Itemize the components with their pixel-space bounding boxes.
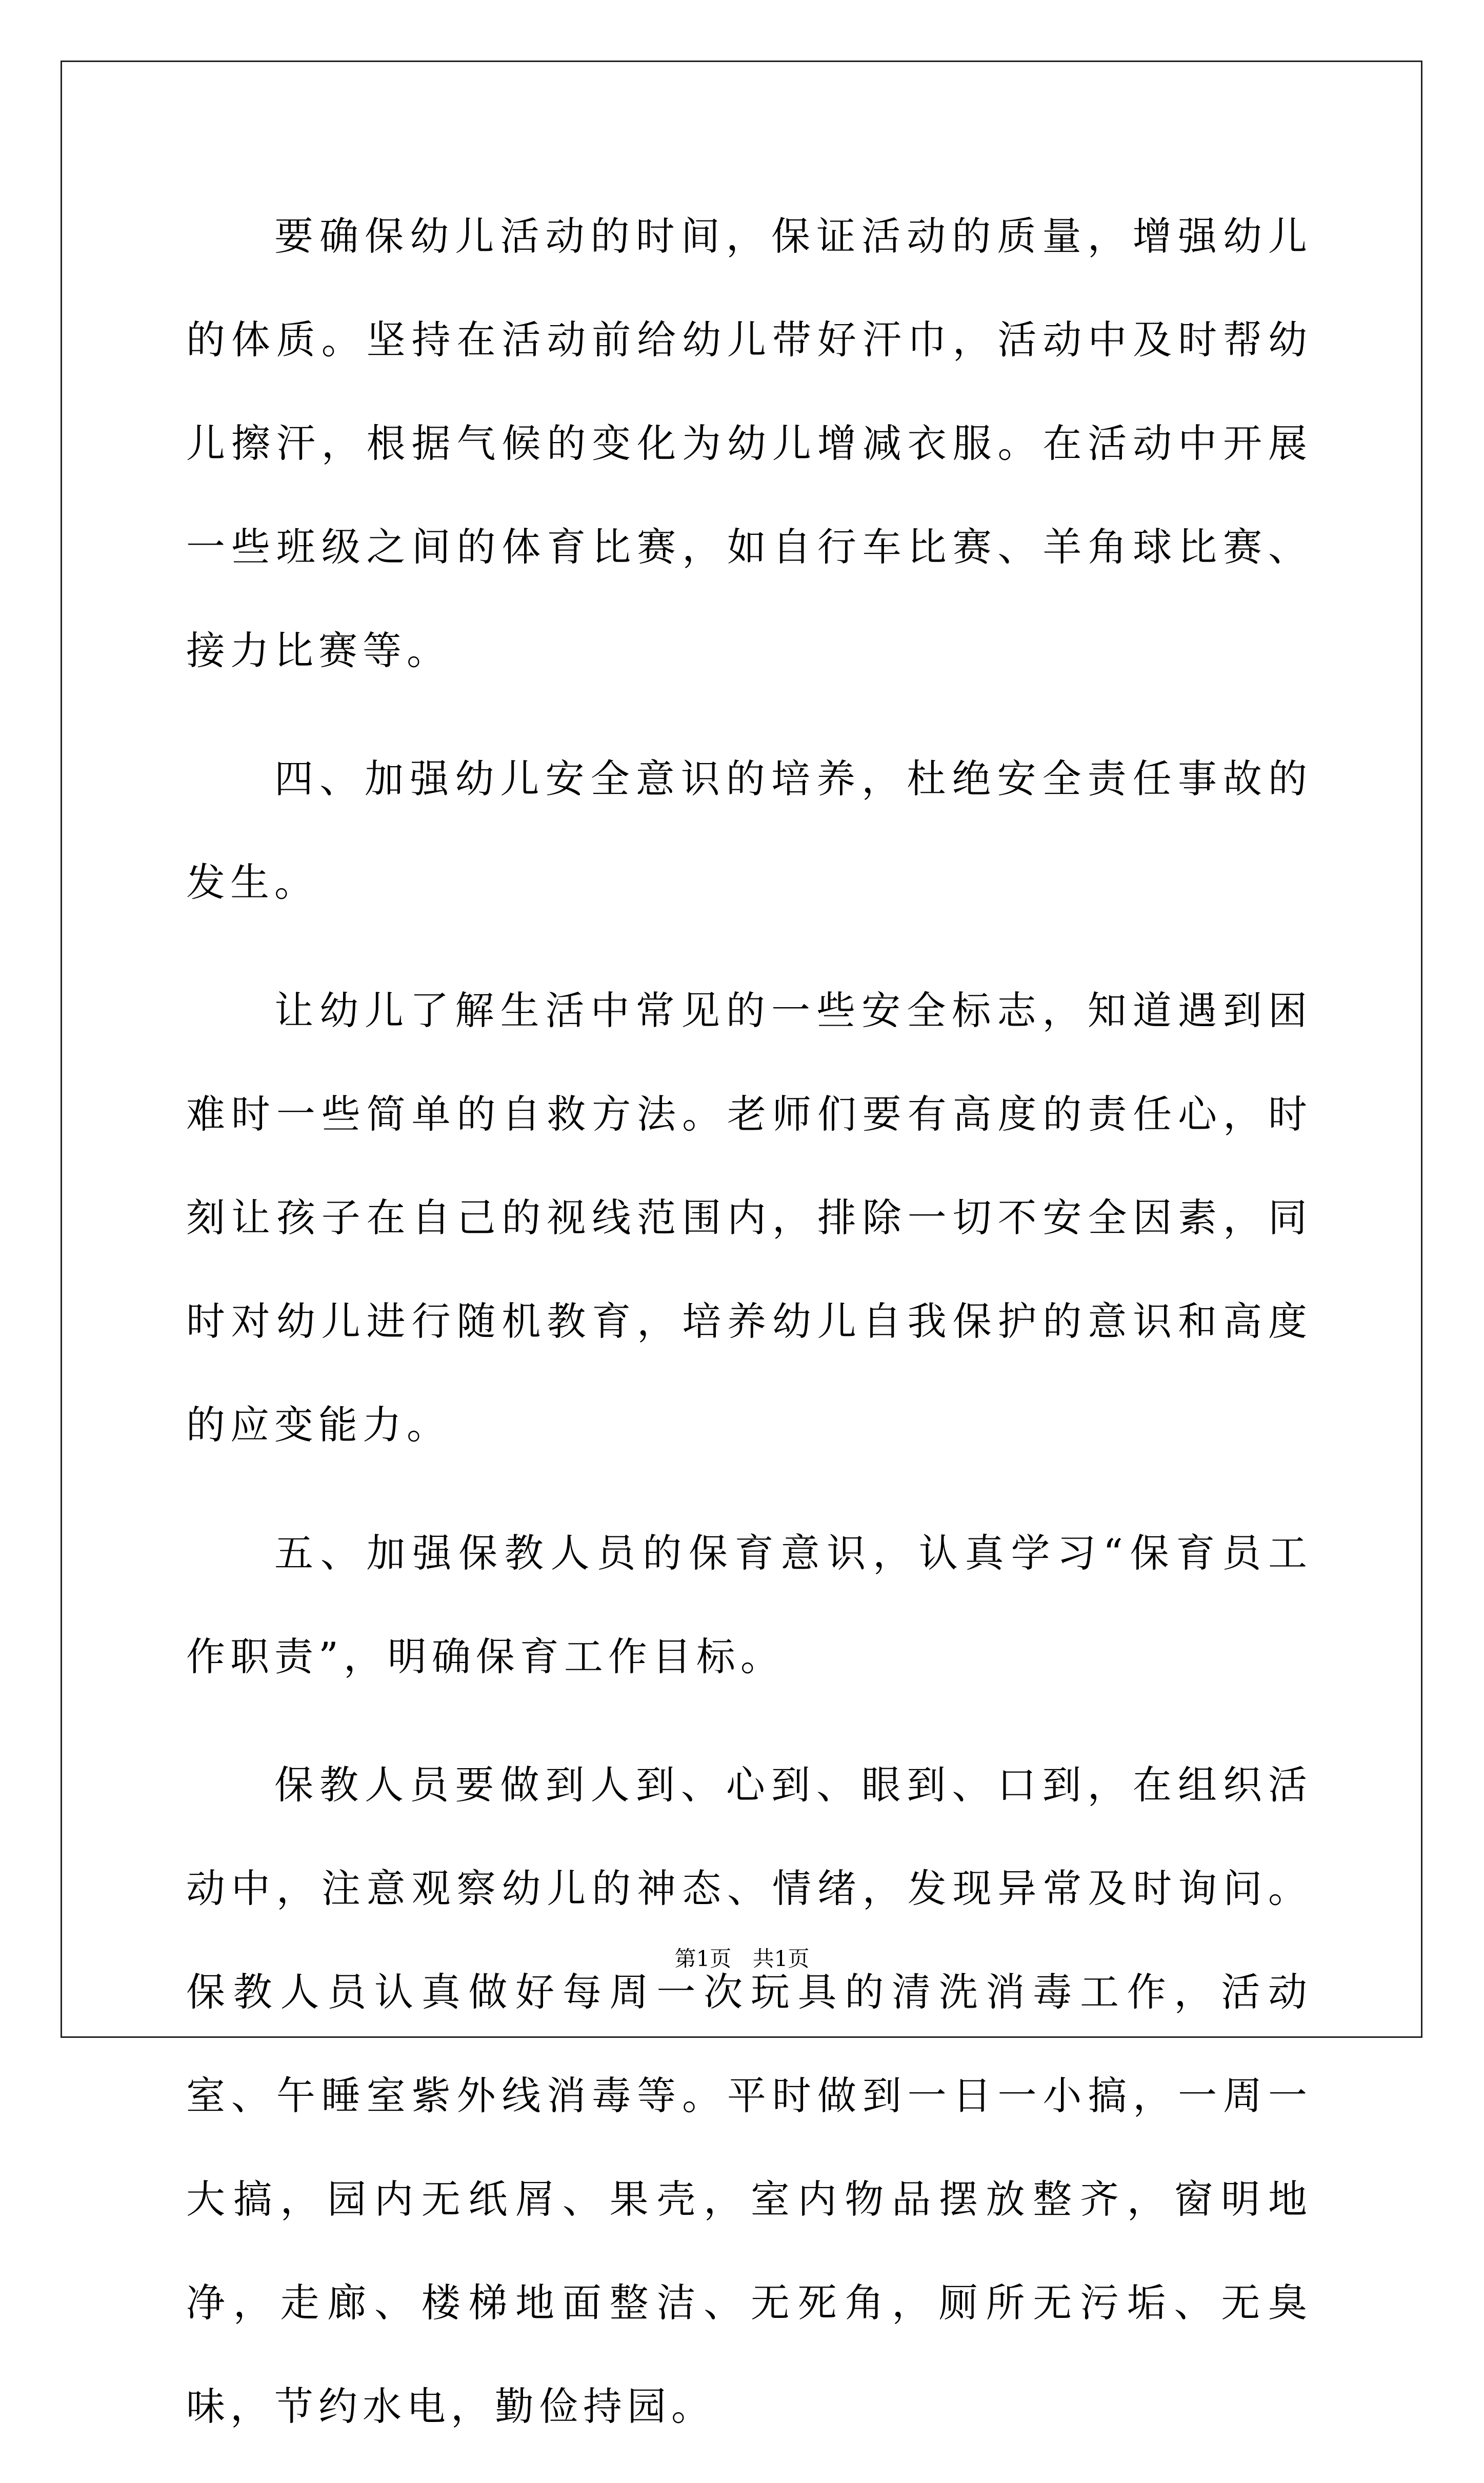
section-heading-five: 五、加强保教人员的保育意识，认真学习“保育员工作职责”，明确保育工作目标。 xyxy=(186,1530,1312,1679)
paragraph: 让幼儿了解生活中常见的一些安全标志，知道遇到困难时一些简单的自救方法。老师们要有高度的责任心，时刻让孩子在自己的视线范围内，排除一切不安全因素，同时对幼儿进行随机教育，培养幼儿自我保护的意识和高度的应变能力。 xyxy=(186,988,1312,1448)
page-total: 共1页 xyxy=(752,1946,810,1971)
document-body xyxy=(186,185,1312,2483)
page-number: 第1页 xyxy=(674,1946,732,1971)
page-footer xyxy=(0,1944,1484,1974)
section-heading-four: 四、加强幼儿安全意识的培养，杜绝安全责任事故的发生。 xyxy=(186,756,1312,905)
paragraph: 保教人员要做到人到、心到、眼到、口到，在组织活动中，注意观察幼儿的神态、情绪，发现异常及时询问。保教人员认真做好每周一次玩具的清洗消毒工作，活动室、午睡室紫外线消毒等。平时做到一日一小搞，一周一大搞，园内无纸屑、果壳，室内物品摆放整齐，窗明地净，走廊、楼梯地面整洁、无死角，厕所无污垢、无臭味，节约水电，勤俭持园。 xyxy=(186,1762,1312,2429)
paragraph: 要确保幼儿活动的时间，保证活动的质量，增强幼儿的体质。坚持在活动前给幼儿带好汗巾，活动中及时帮幼儿擦汗，根据气候的变化为幼儿增减衣服。在活动中开展一些班级之间的体育比赛，如自行车比赛、羊角球比赛、接力比赛等。 xyxy=(186,213,1312,673)
